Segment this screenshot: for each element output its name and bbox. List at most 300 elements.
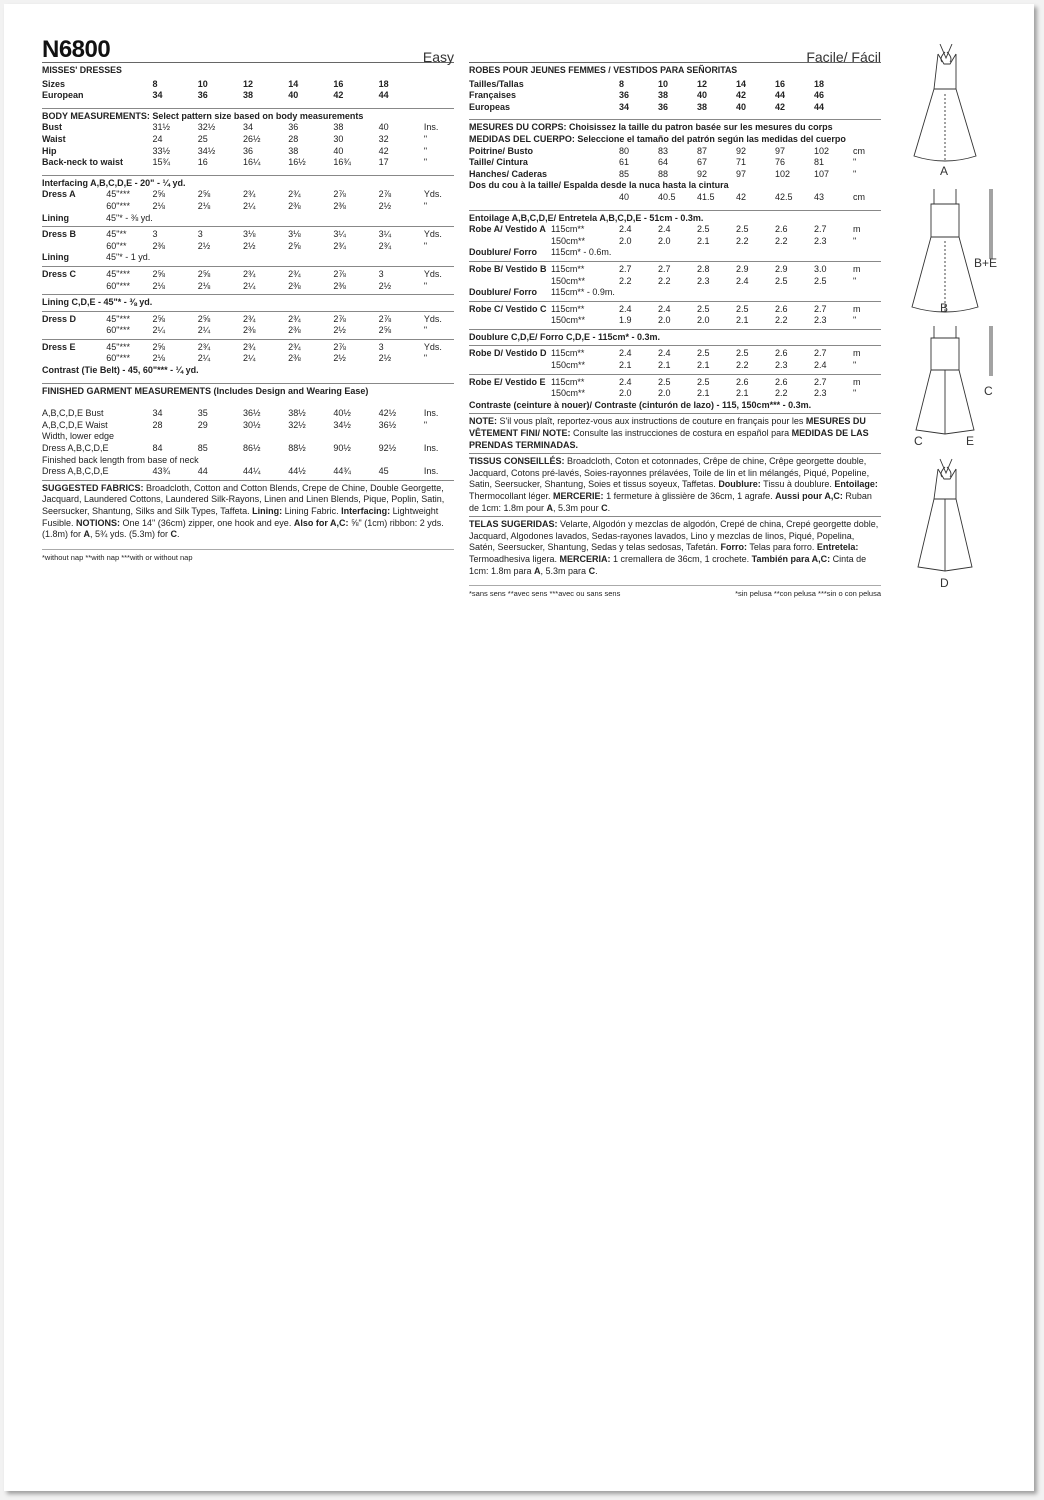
fabric-width: 150cm** [551, 275, 586, 286]
size-value: 2⅜ [288, 353, 301, 364]
sizes-table [42, 79, 454, 102]
size-value: 2⅝ [197, 268, 211, 279]
unit: Ins. [423, 466, 439, 477]
unit: Yds. [423, 268, 442, 279]
size-value: 2⅝ [288, 240, 301, 251]
size-value: 18 [814, 78, 825, 89]
size-value: 2.5 [736, 348, 749, 359]
size-value: 41.5 [697, 191, 715, 202]
dress-sketches-svg [904, 44, 1024, 604]
body-heading-fr: MESURES DU CORPS: Choisissez la taille du patron basée sur les mesures du corps [469, 119, 881, 134]
size-value: 2¾ [378, 240, 392, 251]
size-value: 2¼ [242, 200, 256, 211]
size-value: 102 [814, 145, 830, 156]
size-value: 2.6 [775, 348, 788, 359]
size-value: 2⅜ [288, 280, 301, 291]
size-value: 16½ [288, 157, 306, 168]
size-value: 10 [197, 78, 208, 89]
view-c: C [588, 565, 596, 576]
unit: Ins. [423, 122, 439, 133]
table-row [42, 443, 454, 455]
size-value: 10 [658, 78, 669, 89]
size-value: 2½ [378, 200, 392, 211]
size-value: 2⅛ [152, 200, 166, 211]
robe-c-yardage [469, 304, 883, 327]
footnote [42, 549, 454, 564]
doublure-heading: Doublure: [718, 479, 761, 490]
table-row [469, 224, 883, 236]
size-value: 80 [619, 145, 630, 156]
size-value: 38 [697, 101, 708, 112]
size-value: 36 [619, 90, 630, 101]
footnote-fr: *sans sens **avec sens ***avec ou sans sens [469, 589, 621, 599]
size-value: 42.5 [775, 191, 793, 202]
row-label: Waist [42, 133, 66, 144]
size-value: 44 [814, 101, 825, 112]
table-row [469, 348, 883, 360]
body-table-fr-es [469, 146, 883, 181]
size-value: 14 [736, 78, 747, 89]
row-label [42, 201, 106, 213]
size-value: 83 [658, 145, 669, 156]
size-value: 2⅞ [333, 341, 346, 352]
unit: " [423, 353, 428, 364]
aussi-heading: Aussi pour A,C: [775, 491, 843, 501]
unit: " [423, 325, 428, 336]
fabric-width: 60"*** [106, 280, 131, 291]
size-value: 2½ [333, 353, 346, 364]
size-value: 16 [333, 78, 344, 89]
size-value: 85 [197, 443, 208, 454]
size-value: 2⅛ [197, 200, 211, 211]
dress-c-yardage [42, 269, 454, 292]
size-value: 87 [697, 145, 708, 156]
size-value: 36½ [242, 408, 261, 419]
table-row [469, 102, 883, 114]
size-value: 2.4 [736, 275, 749, 286]
dress-e-yardage [42, 342, 454, 365]
size-value: 2.5 [697, 348, 710, 359]
size-value: 2⅛ [197, 280, 211, 291]
size-value: 2.4 [619, 348, 632, 359]
unit: " [853, 315, 857, 326]
size-value: 44¼ [242, 466, 261, 477]
table-row [469, 315, 883, 327]
size-value: 38 [288, 145, 299, 156]
size-value: 36 [658, 101, 669, 112]
table-row [469, 377, 883, 389]
lining-label: Lining [42, 212, 69, 223]
size-value: 2.5 [775, 275, 788, 286]
table-row [469, 79, 883, 91]
back-neck-table-fr-es [469, 192, 883, 204]
size-value: 2.0 [658, 315, 671, 326]
size-value: 40 [736, 101, 747, 112]
view-c: C [170, 529, 178, 540]
unit: m [853, 303, 861, 314]
size-value: 16 [775, 78, 786, 89]
row-label: Sizes [42, 78, 66, 89]
technical-drawings [904, 44, 1024, 604]
finished-measurements-table [42, 408, 454, 431]
size-value: 40 [697, 90, 708, 101]
size-value: 2.6 [775, 224, 788, 235]
size-value: 2.3 [814, 235, 827, 246]
size-value: 2.1 [697, 235, 710, 246]
tambien-heading: También para A,C: [751, 553, 831, 564]
size-value: 3.0 [814, 263, 827, 274]
size-value: 2.1 [658, 360, 671, 371]
size-value: 36 [288, 122, 299, 133]
size-value: 2.5 [736, 224, 749, 235]
unit: cm [853, 191, 865, 202]
unit: Ins. [423, 443, 439, 454]
table-row [42, 342, 454, 354]
row-label: Robe A/ Vestido A [469, 224, 546, 235]
row-label: Dress B [42, 229, 77, 240]
unit: m [853, 376, 861, 387]
size-value: 8 [619, 78, 625, 89]
size-value: 2.2 [775, 388, 788, 399]
size-value: 92½ [378, 443, 397, 454]
row-label: Bust [42, 122, 62, 133]
size-value: 97 [775, 145, 786, 156]
row-label: Dress D [42, 313, 77, 324]
fabric-width: 150cm** [551, 360, 586, 371]
size-value: 2.2 [619, 275, 632, 286]
lining-value: 45"* - ⅜ yd. [106, 212, 153, 223]
size-value: 2½ [378, 353, 392, 364]
table-row [469, 157, 883, 169]
back-length-table [42, 466, 454, 478]
table-row [469, 264, 883, 276]
size-value: 42 [378, 145, 389, 156]
size-value: 32 [378, 133, 389, 144]
row-label: Poitrine/ Busto [469, 145, 534, 156]
fabric-width: 115cm** [551, 376, 585, 387]
dress-b-yardage [42, 229, 454, 252]
row-label: Robe E/ Vestido E [469, 376, 546, 387]
footnote-es: *sin pelusa **con pelusa ***sin o con pelusa [735, 589, 881, 599]
fabric-width: 115cm** [551, 224, 585, 235]
table-row [42, 157, 454, 169]
size-value: 2.3 [775, 360, 788, 371]
dress-b-sketch [912, 189, 992, 313]
interfacing-line [42, 175, 454, 190]
size-value: 38 [658, 90, 669, 101]
robe-e-yardage [469, 377, 883, 400]
size-value: 2.1 [736, 388, 749, 399]
ruban-text-2: , 5.3m pour [553, 502, 602, 513]
size-value: 18 [378, 78, 389, 89]
table-row [42, 420, 454, 432]
note-fr-es [469, 413, 881, 451]
lining-label: Lining [42, 252, 69, 263]
size-value: 2.2 [736, 235, 749, 246]
size-value: 2.0 [658, 388, 671, 399]
size-value: 32½ [288, 419, 306, 430]
note-text-2: Consulte las instrucciones de costura en español para [570, 428, 792, 439]
entretela-heading: Entretela: [816, 542, 859, 553]
size-value: 34 [152, 90, 163, 101]
unit: " [423, 145, 428, 156]
size-value: 2⅜ [333, 200, 346, 211]
footnote-fr-es [469, 585, 881, 600]
table-row [42, 281, 454, 293]
ribbon-text-2: , 5¾ yds. (5.3m) for [90, 529, 171, 540]
interfacing-heading: Interfacing: [341, 506, 391, 516]
note-heading-3: MEDIDAS DE LAS PRENDAS TERMINADAS. [469, 428, 869, 450]
row-label [469, 192, 619, 204]
size-value: 2.4 [658, 224, 671, 235]
row-label: Dress E [42, 341, 76, 352]
size-value: 3 [197, 229, 203, 240]
size-value: 2¼ [242, 353, 256, 364]
sketch-label-d: D [940, 576, 949, 590]
unit: " [853, 157, 857, 168]
merceria-text: 1 cremallera de 36cm, 1 crochete. [610, 553, 752, 564]
size-value: 2⅜ [152, 240, 166, 251]
view-a: A [534, 565, 541, 576]
size-value: 30 [333, 133, 344, 144]
entoilage: Entoilage A,B,C,D,E/ Entretela A,B,C,D,E - 51cm - 0.3m. [469, 212, 704, 223]
row-label [42, 281, 106, 293]
size-value: 107 [814, 168, 830, 179]
size-value: 1.9 [619, 315, 632, 326]
size-value: 71 [736, 157, 747, 168]
size-value: 2¾ [288, 341, 301, 352]
size-value: 2.3 [814, 315, 827, 326]
dress-a-lining [42, 213, 454, 225]
size-value: 2.0 [697, 315, 710, 326]
robe-d-yardage [469, 348, 883, 371]
row-label [469, 360, 551, 372]
size-value: 36 [197, 90, 208, 101]
table-row [469, 90, 883, 102]
row-label: Back-neck to waist [42, 157, 124, 168]
unit: " [423, 133, 428, 144]
unit: Yds. [423, 229, 442, 240]
mercerie-text: 1 fermeture à glissière de 36cm, 1 agrafe. [603, 491, 776, 501]
row-label [469, 276, 551, 288]
fabric-width: 60"*** [106, 200, 131, 211]
size-value: 2.5 [736, 303, 749, 314]
notions-text: One 14" (36cm) zipper, one hook and eye. [120, 517, 294, 528]
doublure-cde: Doublure C,D,E/ Forro C,D,E - 115cm* - 0.3m. [469, 331, 661, 342]
size-value: 34½ [333, 419, 351, 430]
table-row [42, 134, 454, 146]
size-value: 2⅜ [288, 325, 301, 336]
cinta-text: Cinta de 1cm: 1.8m para [469, 553, 867, 576]
row-label: Taille/ Cintura [469, 157, 528, 168]
sketch-label-c-right: C [984, 384, 993, 398]
size-value: 2.1 [736, 315, 749, 326]
size-value: 2.3 [697, 275, 710, 286]
size-value: 14 [288, 78, 299, 89]
size-value: 2¾ [197, 341, 211, 352]
size-value: 3¼ [378, 229, 392, 240]
table-row [42, 408, 454, 420]
view-a: A [546, 502, 554, 513]
row-label: A,B,C,D,E Waist [42, 419, 108, 430]
sketch-label-b: B [940, 301, 949, 315]
fabric-width: 45"** [106, 229, 127, 240]
telas-sugeridas [469, 516, 881, 577]
width-lower-edge-table [42, 443, 454, 455]
size-value: 46 [814, 90, 825, 101]
table-row [469, 236, 883, 248]
size-value: 88 [658, 168, 669, 179]
telas-text: Velarte, Algodón y mezclas de algodón, Crepé de china, Crepé georgette doble, Jacquard, Algodones lavados, Sedas-rayones lavados, Lino y mezclas de linos, Piqué, Popelina, Satén, Seersucker, Shantung, Sedas y telas sedosas, Tafetán. [469, 519, 879, 553]
contraste: Contraste (ceinture à nouer)/ Contraste (cinturón de lazo) - 115, 150cm*** - 0.3m. [469, 399, 812, 410]
size-value: 8 [152, 78, 158, 89]
size-value: 2.4 [814, 360, 827, 371]
row-label: Hanches/ Caderas [469, 168, 548, 179]
size-value: 2⅝ [152, 341, 166, 352]
unit: " [423, 419, 428, 430]
size-value: 2.1 [619, 360, 632, 371]
dress-a-sketch [914, 44, 976, 162]
unit: Yds. [423, 313, 442, 324]
size-value: 44 [378, 90, 389, 101]
size-value: 2¼ [152, 325, 166, 336]
size-value: 2⅝ [152, 268, 166, 279]
sketch-label-a: A [940, 164, 949, 178]
size-value: 76 [775, 157, 786, 168]
width-lower-edge-label: Width, lower edge [42, 431, 115, 442]
size-value: 2⅞ [333, 268, 346, 279]
note-text: S'il vous plaît, reportez-vous aux instructions de couture en français pour les [497, 416, 806, 427]
french-spanish-column [469, 4, 881, 600]
size-value: 42 [333, 90, 344, 101]
size-value: 2¾ [288, 268, 301, 279]
row-label [42, 353, 106, 365]
size-value: 42½ [378, 408, 397, 419]
size-value: 34½ [197, 145, 216, 156]
unit: Ins. [423, 408, 439, 419]
size-value: 35 [197, 408, 208, 419]
body-measurements-table [42, 122, 454, 168]
size-value: 85 [619, 168, 630, 179]
size-value: 3 [152, 229, 158, 240]
size-value: 36 [242, 145, 253, 156]
table-row [469, 169, 883, 181]
size-value: 2.1 [697, 360, 710, 371]
forro-heading: Forro: [720, 542, 747, 553]
unit: m [853, 348, 861, 359]
table-row [469, 388, 883, 400]
table-row [469, 276, 883, 288]
size-value: 45 [378, 466, 389, 477]
unit [853, 90, 883, 102]
size-value: 61 [619, 157, 630, 168]
fabric-width: 115cm** [551, 303, 585, 314]
pattern-code: N6800 [42, 36, 111, 63]
unit: " [423, 200, 428, 211]
table-row [469, 146, 883, 158]
size-value: 2.1 [697, 388, 710, 399]
size-value: 32½ [197, 122, 216, 133]
fabric-width: 150cm** [551, 315, 586, 326]
size-value: 40 [619, 191, 630, 202]
forro-text: Telas para forro. [747, 542, 817, 553]
row-label: Europeas [469, 101, 511, 112]
entretela-text: Termoadhesiva ligera. [469, 553, 560, 564]
size-value: 38 [333, 122, 344, 133]
size-value: 2⅛ [152, 353, 166, 364]
body-heading-es: MEDIDAS DEL CUERPO: Seleccione el tamaño del patrón según las medidas del cuerpo [469, 133, 846, 144]
doublure-text: Tissu à doublure. [760, 479, 835, 490]
size-value: 16¾ [333, 157, 351, 168]
size-value: 36½ [378, 419, 397, 430]
dress-a-yardage [42, 189, 454, 212]
interfacing-text: Interfacing A,B,C,D,E - 20" - ¼ yd. [42, 177, 186, 188]
size-value: 42 [736, 90, 747, 101]
table-row [42, 189, 454, 201]
size-value: 2.6 [736, 376, 749, 387]
fabric-width: 115cm** [551, 263, 585, 274]
size-value: 2⅝ [152, 189, 166, 200]
size-value: 2⅝ [197, 313, 211, 324]
row-label: Robe C/ Vestido C [469, 303, 547, 314]
doublure-value: 115cm** - 0.9m. [551, 287, 615, 298]
fabric-width: 45"*** [106, 341, 131, 352]
size-value: 2.5 [658, 376, 671, 387]
size-value: 2.2 [775, 315, 788, 326]
body-measurements-heading: BODY MEASUREMENTS: Select pattern size based on body measurements [42, 108, 454, 123]
suggested-fabrics [42, 480, 454, 541]
size-value: 2⅜ [288, 200, 301, 211]
size-value: 43 [814, 191, 825, 202]
lining-cde: Lining C,D,E - 45"* - ⅜ yd. [42, 297, 153, 308]
size-value: 2.4 [658, 348, 671, 359]
row-label: Tailles/Tallas [469, 78, 524, 89]
table-row [42, 325, 454, 337]
size-value: 92 [697, 168, 708, 179]
table-row [42, 314, 454, 326]
size-value: 2.7 [814, 348, 827, 359]
size-value: 64 [658, 157, 669, 168]
size-value: 2.9 [736, 263, 749, 274]
size-value: 16¼ [242, 157, 261, 168]
table-row [42, 466, 454, 478]
table-row [469, 360, 883, 372]
size-value: 3⅛ [288, 229, 301, 240]
size-value: 40.5 [658, 191, 676, 202]
size-value: 44¾ [333, 466, 351, 477]
unit: " [853, 275, 857, 286]
sketch-label-c: C [914, 434, 923, 448]
size-value: 31½ [152, 122, 171, 133]
fabric-width: 45"*** [106, 268, 131, 279]
section-title: MISSES' DRESSES [42, 62, 454, 77]
size-value: 2.3 [814, 388, 827, 399]
size-value: 2½ [378, 280, 392, 291]
size-value: 2¾ [242, 268, 256, 279]
size-value: 2⅝ [378, 325, 392, 336]
unit: " [423, 157, 428, 168]
size-value: 2.0 [619, 235, 632, 246]
back-length-label: Finished back length from base of neck [42, 454, 199, 465]
fabrics-heading: SUGGESTED FABRICS: [42, 482, 144, 493]
table-row [42, 201, 454, 213]
size-value: 2.7 [814, 303, 827, 314]
size-value: 24 [152, 133, 163, 144]
table-row [42, 146, 454, 158]
size-value: 3¼ [333, 229, 346, 240]
size-value: 2.5 [814, 275, 827, 286]
size-value: 29 [197, 419, 208, 430]
